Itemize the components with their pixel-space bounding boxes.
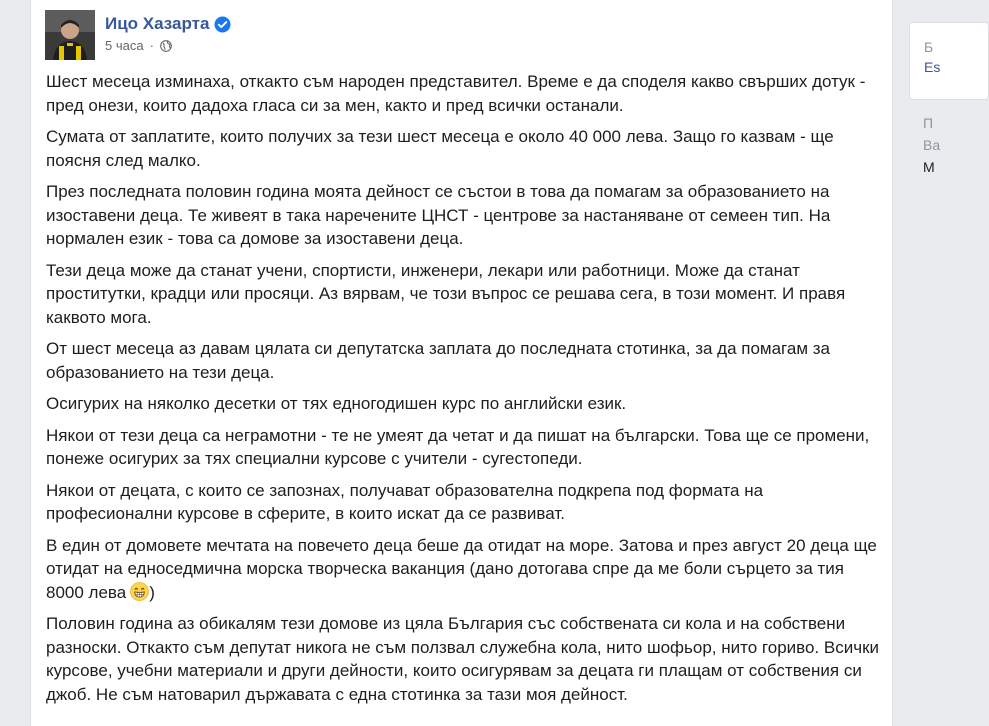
post-header <box>45 10 231 64</box>
post-card <box>30 0 893 726</box>
post-paragraph-text: В един от домовете мечтата на повечето деца беше да отидат на море. Затова и през август 20 деца ще отидат на едноседмична морска творческа ваканция (дано дотогава спре да ме боли сърцето за тия 8000 лева <box>46 535 877 602</box>
post-timestamp[interactable]: 5 часа <box>105 38 144 53</box>
post-paragraph <box>46 534 881 605</box>
header-text <box>105 10 231 53</box>
sidebar-text-line: М <box>923 159 935 175</box>
post-paragraph: Някои от децата, с които се запознах, получават образователна подкрепа под формата на професионални курсове в сферите, в които искат да се развиват. <box>46 480 764 523</box>
meta-separator: · <box>149 38 154 53</box>
author-name[interactable]: Ицо Хазарта <box>105 14 210 33</box>
post-paragraph: Шест месеца изминаха, откакто съм народен представител. Време е да споделя какво свърших дотук - пред онези, които дадоха гласа си за мен, както и пред всички останали. <box>46 72 866 115</box>
sidebar-card-label: Б <box>924 39 934 55</box>
avatar-image <box>45 10 95 60</box>
globe-icon[interactable] <box>160 40 172 52</box>
post-paragraph-suffix: ) <box>149 582 155 602</box>
post-body <box>46 70 881 714</box>
post-paragraph: Осигурих на няколко десетки от тях едногодишен курс по английски език. <box>46 394 627 413</box>
post-paragraph: Тези деца може да станат учени, спортисти, инженери, лекари или работници. Може да станат проститутки, крадци или просяци. Аз вярвам, че този въпрос се решава сега, в този момент. И правя каквото мога. <box>46 260 846 327</box>
post-paragraph: От шест месеца аз давам цялата си депутатска заплата до последната стотинка, за да помагам за образованието на тези деца. <box>46 339 831 382</box>
right-sidebar <box>893 0 941 726</box>
post-paragraph: Половин година аз обикалям тези домове из цяла България със собствената си кола и на собствени разноски. Откакто съм депутат никога не съм ползвал служебна кола, нито шофьор, нито гориво. Всички курсове, учебни материали и други дейности, които осигурявам за децата ги плащам от собствения си джоб. Не съм натоварил държавата с една стотинка за тази моя дейност. <box>46 614 880 704</box>
verified-badge-icon <box>214 16 231 33</box>
sidebar-text <box>923 112 940 178</box>
sidebar-card-link[interactable]: Es <box>924 59 941 75</box>
post-paragraph: През последната половин година моята дейност се състои в това да помагам за образованието на изоставени деца. Те живеят в така наречените ЦНСТ - центрове за настаняване от семеен тип. На нормален език - това са домове за изоставени деца. <box>46 182 831 248</box>
grinning-face-emoji-icon <box>130 582 149 601</box>
post-paragraph: Сумата от заплатите, които получих за тези шест месеца е около 40 000 лева. Защо го казвам - ще поясня след малко. <box>46 127 834 170</box>
sidebar-text-line: Ва <box>923 137 941 153</box>
avatar[interactable] <box>45 10 95 60</box>
sidebar-text-line: П <box>923 115 934 131</box>
sidebar-card <box>909 22 989 100</box>
post-paragraph: Някои от тези деца са неграмотни - те не умеят да четат и да пишат на български. Това ще се промени, понеже осигурих за тях специални курсове с учители - сугестопеди. <box>46 425 870 468</box>
meta-row <box>105 38 231 53</box>
author-row <box>105 12 231 36</box>
